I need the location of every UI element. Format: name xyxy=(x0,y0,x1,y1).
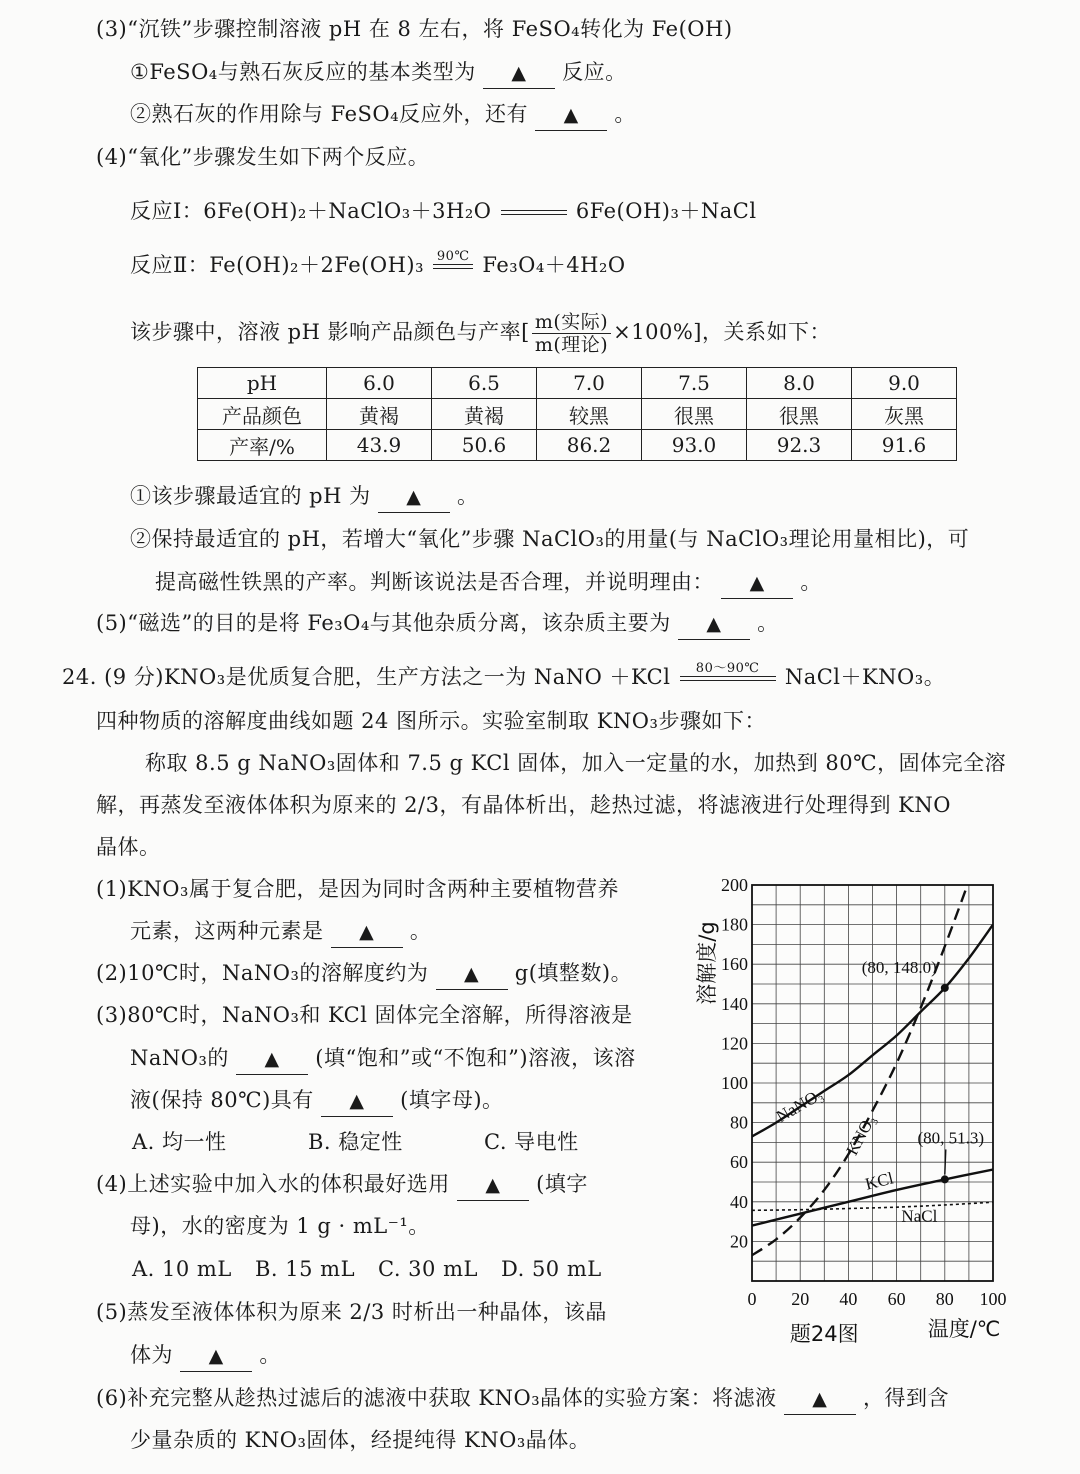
answer-blank[interactable] xyxy=(678,608,750,640)
q24-part1-end: 。 xyxy=(409,919,432,943)
q24-part6-text: (6)补充完整从趁热过滤后的滤液中获取 KNO₃晶体的实验方案：将滤液 xyxy=(96,1386,777,1410)
table-cell: 9.0 xyxy=(852,368,957,399)
annotation-leader xyxy=(945,1149,946,1174)
q24-heading xyxy=(62,662,945,695)
table-cell: 7.5 xyxy=(642,368,747,399)
q24-part4-text: (4)上述实验中加入水的体积最好选用 xyxy=(96,1172,450,1196)
triangle-icon: ▲ xyxy=(812,1388,828,1410)
table-cell: 93.0 xyxy=(642,430,747,461)
triangle-icon: ▲ xyxy=(563,104,579,126)
x-axis-label: 温度/℃ xyxy=(927,1317,1001,1341)
q23-part3-sub1-text: ①FeSO₄与熟石灰反应的基本类型为 xyxy=(130,60,476,84)
q24-heading-end: NaCl＋KNO₃。 xyxy=(784,665,946,689)
q24-part3-line1: (3)80℃时，NaNO₃和 KCl 固体完全溶解，所得溶液是 xyxy=(96,1003,633,1027)
fraction-denominator: m(理论) xyxy=(534,334,609,356)
table-cell: 黄褐 xyxy=(327,399,432,430)
row-header: 产率/% xyxy=(198,430,327,461)
y-tick-label: 60 xyxy=(730,1152,748,1173)
q24-condition-text: 80～90℃ xyxy=(695,661,760,676)
reaction-2-condition xyxy=(433,250,473,283)
q23-part4-sub2-line1: ②保持最适宜的 pH，若增大“氧化”步骤 NaClO₃的用量(与 NaClO₃理论用量相比)，可 xyxy=(130,527,970,551)
q24-heading-text: 24. (9 分)KNO₃是优质复合肥，生产方法之一为 NaNO ＋KCl xyxy=(62,665,671,689)
answer-blank[interactable] xyxy=(321,1085,393,1117)
q24-procedure-line3: 晶体。 xyxy=(96,835,161,859)
series-label: KNO₃ xyxy=(842,1111,880,1159)
relation-line xyxy=(130,310,831,356)
q24-reaction-condition xyxy=(680,662,776,695)
table-cell: 6.5 xyxy=(432,368,537,399)
x-tick-label: 20 xyxy=(791,1289,810,1309)
relation-text-end: ×100%]，关系如下： xyxy=(613,320,831,344)
x-tick-label: 60 xyxy=(887,1289,906,1309)
x-tick-label: 40 xyxy=(839,1289,858,1309)
row-header: pH xyxy=(198,368,327,399)
q23-part4-stem: (4)“氧化”步骤发生如下两个反应。 xyxy=(96,145,430,169)
table-row xyxy=(198,368,957,399)
q24-procedure-line1: 称取 8.5 g NaNO₃固体和 7.5 g KCl 固体，加入一定量的水，加热到 80℃，固体完全溶 xyxy=(145,751,1007,775)
answer-blank[interactable] xyxy=(535,99,607,131)
y-tick-label: 160 xyxy=(721,954,748,975)
series-label: NaNO₃ xyxy=(773,1084,827,1127)
table-cell: 7.0 xyxy=(537,368,642,399)
reaction-1 xyxy=(130,196,757,229)
q24-part4-line1 xyxy=(96,1169,588,1201)
q24-part2-text: (2)10℃时，NaNO₃的溶解度约为 xyxy=(96,961,429,985)
q24-part6-end: ，得到含 xyxy=(863,1386,949,1410)
relation-text: 该步骤中，溶液 pH 影响产品颜色与产率[ xyxy=(130,320,530,344)
q24-part3-line2 xyxy=(130,1043,636,1075)
q24-part2 xyxy=(96,958,632,990)
q24-part3-mid: (填“饱和”或“不饱和”)溶液，该溶 xyxy=(315,1046,636,1070)
table-cell: 黄褐 xyxy=(432,399,537,430)
q24-part1-line2 xyxy=(130,916,431,948)
option-b: B. 稳定性 xyxy=(308,1130,403,1154)
triangle-icon: ▲ xyxy=(359,921,375,943)
answer-blank[interactable] xyxy=(236,1043,308,1075)
option-d: D. 50 mL xyxy=(501,1257,602,1281)
y-tick-label: 20 xyxy=(730,1231,748,1252)
answer-blank[interactable] xyxy=(457,1169,529,1201)
table-cell: 8.0 xyxy=(747,368,852,399)
answer-blank[interactable] xyxy=(331,916,403,948)
equals-sign xyxy=(501,196,567,229)
solubility-chart xyxy=(690,870,1030,1350)
option-c: C. 导电性 xyxy=(484,1130,579,1154)
q24-procedure-line2: 解，再蒸发至液体体积为原来的 2/3，有晶体析出，趁热过滤，将滤液进行处理得到 KNO xyxy=(96,793,951,817)
answer-blank[interactable] xyxy=(378,481,450,513)
table-cell: 43.9 xyxy=(327,430,432,461)
q24-part4-end: (填字 xyxy=(536,1172,588,1196)
y-tick-label: 100 xyxy=(721,1073,748,1093)
annotation-point xyxy=(941,984,949,992)
q24-intro: 四种物质的溶解度曲线如题 24 图所示。实验室制取 KNO₃步骤如下： xyxy=(96,709,766,733)
q24-part1-line1: (1)KNO₃属于复合肥，是因为同时含两种主要植物营养 xyxy=(96,877,619,901)
q23-part4-sub1 xyxy=(130,481,478,513)
table-cell: 很黑 xyxy=(642,399,747,430)
series-label: KCl xyxy=(863,1168,896,1194)
answer-blank[interactable] xyxy=(721,567,793,599)
q23-part3-sub2-text: ②熟石灰的作用除与 FeSO₄反应外，还有 xyxy=(130,102,529,126)
q24-part3-line3 xyxy=(130,1085,504,1117)
table-cell: 92.3 xyxy=(747,430,852,461)
answer-blank[interactable] xyxy=(180,1340,252,1372)
q24-part3-text: NaNO₃的 xyxy=(130,1046,229,1070)
q23-part3-sub1-end: 反应。 xyxy=(562,60,627,84)
q23-part3-sub2 xyxy=(130,99,636,131)
y-tick-label: 40 xyxy=(730,1191,748,1212)
q23-part4-sub2-text: 提高磁性铁黑的产率。判断该说法是否合理，并说明理由： xyxy=(155,570,714,594)
q23-part5-text: (5)“磁选”的目的是将 Fe₃O₄与其他杂质分离，该杂质主要为 xyxy=(96,611,671,635)
table-cell: 6.0 xyxy=(327,368,432,399)
triangle-icon: ▲ xyxy=(485,1174,501,1196)
table-row xyxy=(198,399,957,430)
option-c: C. 30 mL xyxy=(378,1257,478,1281)
q23-part3-sub1 xyxy=(130,57,627,89)
y-tick-label: 120 xyxy=(721,1033,748,1054)
triangle-icon: ▲ xyxy=(264,1048,280,1070)
q24-part5-text: 体为 xyxy=(130,1343,173,1367)
q23-part3-stem: (3)“沉铁”步骤控制溶液 pH 在 8 左右，将 FeSO₄转化为 Fe(OH) xyxy=(96,17,733,41)
table-cell: 91.6 xyxy=(852,430,957,461)
reaction-2-condition-text: 90℃ xyxy=(436,249,470,264)
table-cell: 50.6 xyxy=(432,430,537,461)
q24-part5-line1: (5)蒸发至液体体积为原来 2/3 时析出一种晶体，该晶 xyxy=(96,1300,607,1324)
y-tick-label: 140 xyxy=(721,993,748,1014)
reaction-2 xyxy=(130,250,626,283)
q24-part6-line1 xyxy=(96,1383,949,1415)
q24-part2-end: g(填整数)。 xyxy=(514,961,633,985)
reaction-1-right: 6Fe(OH)₃＋NaCl xyxy=(575,199,757,223)
series-label: NaCl xyxy=(901,1206,938,1226)
option-b: B. 15 mL xyxy=(255,1257,356,1281)
q23-part4-sub2-end: 。 xyxy=(800,570,822,594)
y-axis-label: 溶解度/g xyxy=(695,921,719,1005)
q24-part4-options xyxy=(132,1254,602,1284)
q24-part5-line2 xyxy=(130,1340,281,1372)
table-cell: 较黑 xyxy=(537,399,642,430)
x-tick-label: 100 xyxy=(979,1289,1007,1309)
reaction-1-left: 反应Ⅰ：6Fe(OH)₂＋NaClO₃＋3H₂O xyxy=(130,199,492,223)
triangle-icon: ▲ xyxy=(349,1090,365,1112)
q23-part4-sub2-line2 xyxy=(155,567,822,599)
annotation-label: (80, 148.0) xyxy=(861,957,937,977)
q23-part3-sub2-end: 。 xyxy=(614,102,636,126)
x-tick-label: 0 xyxy=(747,1289,757,1309)
q24-part6-line2: 少量杂质的 KNO₃固体，经提纯得 KNO₃晶体。 xyxy=(130,1428,591,1452)
q24-part5-end: 。 xyxy=(259,1343,281,1367)
row-header: 产品颜色 xyxy=(198,399,327,430)
option-a: A. 10 mL xyxy=(132,1257,232,1281)
option-a: A. 均一性 xyxy=(132,1130,227,1154)
q23-part4-sub1-text: ①该步骤最适宜的 pH 为 xyxy=(130,484,371,508)
y-tick-label: 200 xyxy=(721,875,748,895)
triangle-icon: ▲ xyxy=(464,963,480,985)
q24-part3-text2: 液(保持 80℃)具有 xyxy=(130,1088,314,1112)
q24-part1-text: 元素，这两种元素是 xyxy=(130,919,324,943)
q23-part4-sub1-end: 。 xyxy=(456,484,479,508)
triangle-icon: ▲ xyxy=(706,613,722,635)
ph-table xyxy=(197,367,957,461)
triangle-icon: ▲ xyxy=(208,1345,224,1367)
q23-part5-end: 。 xyxy=(757,611,779,635)
y-tick-label: 80 xyxy=(730,1112,748,1133)
annotation-label: (80, 51.3) xyxy=(917,1128,985,1148)
x-tick-label: 80 xyxy=(935,1289,954,1309)
triangle-icon: ▲ xyxy=(749,572,765,594)
answer-blank[interactable] xyxy=(784,1383,856,1415)
reaction-2-right: Fe₃O₄＋4H₂O xyxy=(482,253,626,277)
fraction-numerator: m(实际) xyxy=(532,311,611,334)
reaction-2-left: 反应Ⅱ：Fe(OH)₂＋2Fe(OH)₃ xyxy=(130,253,425,277)
table-cell: 灰黑 xyxy=(852,399,957,430)
y-tick-label: 180 xyxy=(721,914,748,935)
q23-part5 xyxy=(96,608,779,640)
triangle-icon: ▲ xyxy=(406,486,422,508)
triangle-icon: ▲ xyxy=(511,62,527,84)
chart-caption: 题24图 xyxy=(789,1322,859,1346)
answer-blank[interactable] xyxy=(436,958,508,990)
answer-blank[interactable] xyxy=(483,57,555,89)
annotation-point xyxy=(941,1175,949,1183)
q24-part3-options xyxy=(132,1127,579,1157)
yield-fraction xyxy=(532,311,611,356)
table-cell: 86.2 xyxy=(537,430,642,461)
table-row xyxy=(198,430,957,461)
q24-part4-line2: 母)，水的密度为 1 g · mL⁻¹。 xyxy=(130,1214,430,1238)
q24-part3-end: (填字母)。 xyxy=(400,1088,504,1112)
table-cell: 很黑 xyxy=(747,399,852,430)
